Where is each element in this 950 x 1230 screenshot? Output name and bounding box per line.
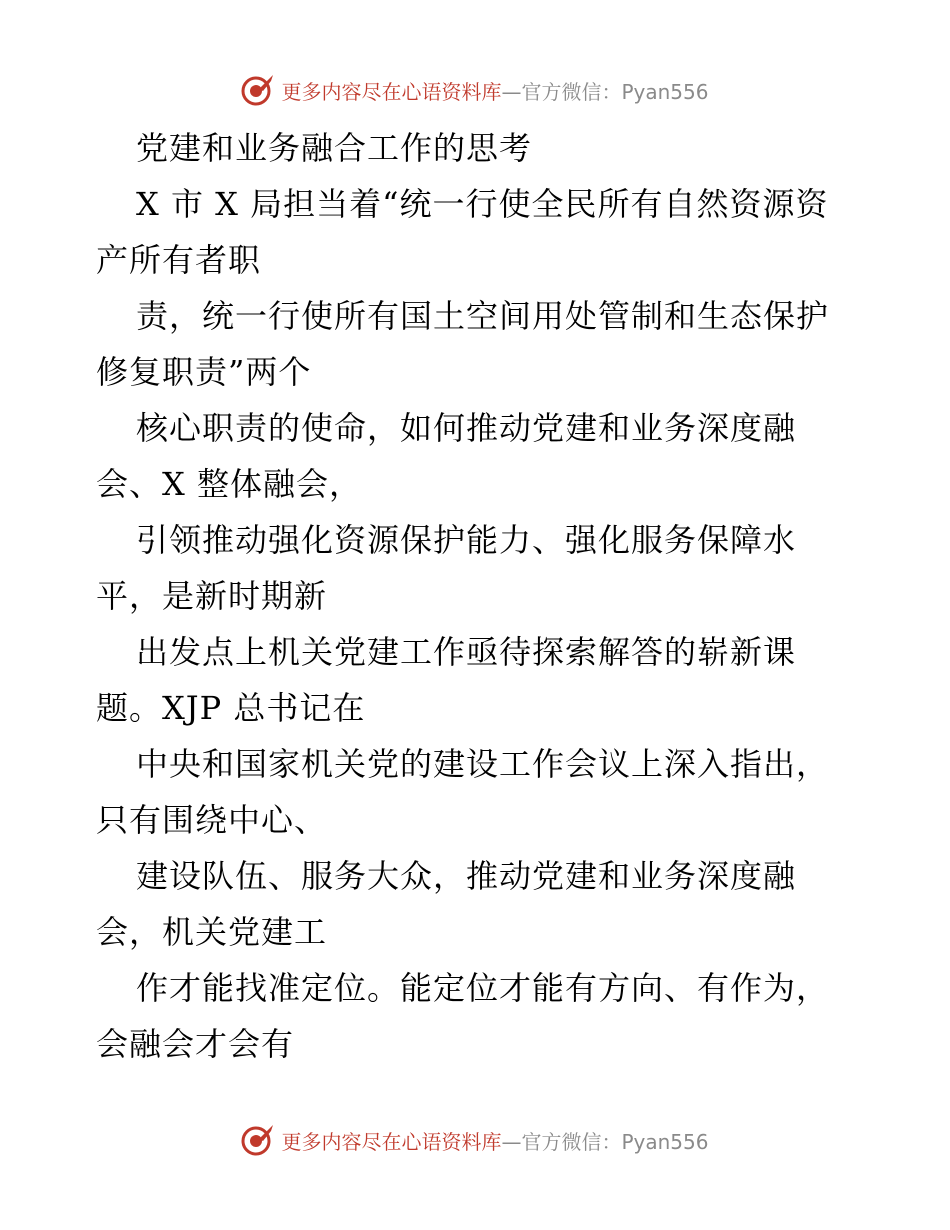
paragraph-line: 作才能找准定位。能定位才能有方向、有作为， <box>136 969 830 1007</box>
document-title: 党建和业务融合工作的思考 <box>136 129 533 167</box>
watermark-text: 更多内容尽在心语资料库—官方微信：Pyan556 <box>281 79 709 104</box>
paragraph-line: 题。XJP 总书记在 <box>96 689 366 727</box>
paragraph-line: 平，是新时期新 <box>96 577 328 615</box>
paragraph-line: 修复职责”两个 <box>96 353 312 391</box>
paragraph-line: 只有围绕中心、 <box>96 801 328 839</box>
paragraph-line: 会融会才会有 <box>96 1025 295 1063</box>
paragraph-line: 建设队伍、服务大众，推动党建和业务深度融 <box>136 857 797 895</box>
paragraph-line: 中央和国家机关党的建设工作会议上深入指出， <box>136 745 830 783</box>
footer-watermark <box>0 1120 950 1160</box>
paragraph-line: X 市 X 局担当着“统一行使全民所有自然资源资 <box>136 185 829 223</box>
document-body <box>96 120 856 1072</box>
red-quill-circle-icon <box>241 1123 275 1157</box>
paragraph-line: 产所有者职 <box>96 241 262 279</box>
paragraph-line: 会，机关党建工 <box>96 913 328 951</box>
paragraph-line: 引领推动强化资源保护能力、强化服务保障水 <box>136 521 797 559</box>
paragraph-line: 会、X 整体融会， <box>96 465 362 503</box>
paragraph-line: 核心职责的使命，如何推动党建和业务深度融 <box>136 409 797 447</box>
paragraph-line: 出发点上机关党建工作亟待探索解答的崭新课 <box>136 633 797 671</box>
watermark-text: 更多内容尽在心语资料库—官方微信：Pyan556 <box>281 1129 709 1154</box>
red-quill-circle-icon <box>241 73 275 107</box>
header-watermark <box>0 70 950 110</box>
paragraph-line: 责，统一行使所有国土空间用处管制和生态保护 <box>136 297 830 335</box>
